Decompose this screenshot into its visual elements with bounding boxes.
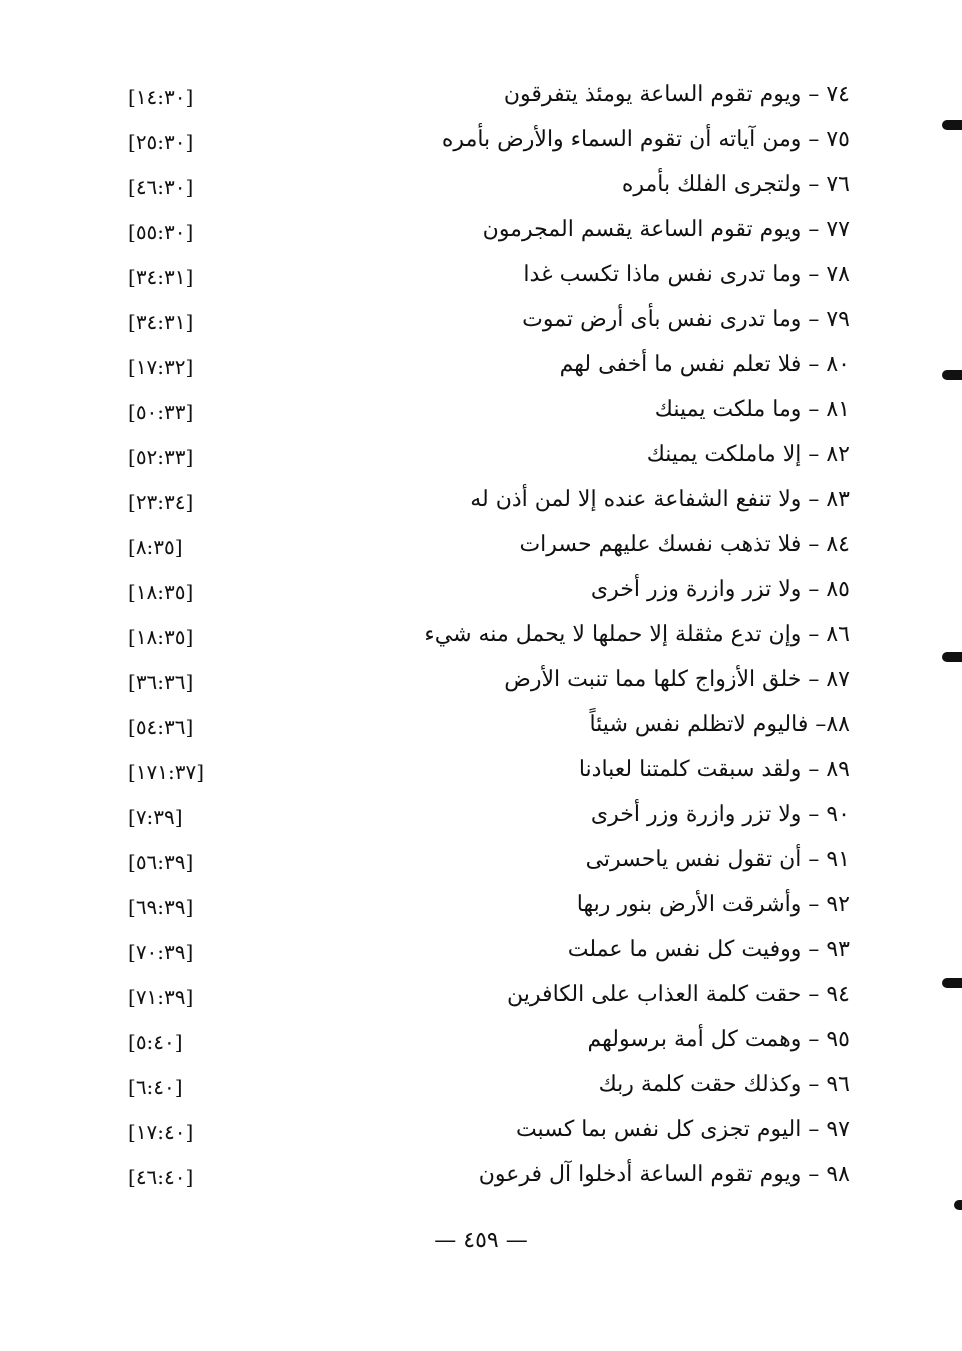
verse-text: ٩٦ – وكذلك حقت كلمة ربك [598,1072,850,1097]
verse-entry [0,119,962,164]
verse-text: ٩٤ – حقت كلمة العذاب على الكافرين [507,982,850,1007]
verse-text: ٧٧ – ويوم تقوم الساعة يقسم المجرمون [482,217,850,242]
verse-reference: [٥٢:٣٣] [128,445,194,469]
verse-reference: [٢٥:٣٠] [128,130,194,154]
verse-reference: [٦:٤٠] [128,1075,183,1099]
verse-text: ٨٠ – فلا تعلم نفس ما أخفى لهم [559,352,850,377]
verse-entry [0,524,962,569]
verse-text: ٩١ – أن تقول نفس ياحسرتى [585,847,850,872]
verse-entry [0,1064,962,1109]
verse-reference: [٨:٣٥] [128,535,183,559]
verse-reference: [٣٤:٣١] [128,310,194,334]
verse-reference: [٥٥:٣٠] [128,220,194,244]
verse-entry [0,974,962,1019]
verse-entry [0,884,962,929]
verse-reference: [١٨:٣٥] [128,580,194,604]
verse-text: ٨٥ – ولا تزر وازرة وزر أخرى [590,577,850,602]
verse-text: ٨٤ – فلا تذهب نفسك عليهم حسرات [519,532,850,557]
verse-reference: [٧١:٣٩] [128,985,194,1009]
verse-entry [0,929,962,974]
verse-reference: [٥:٤٠] [128,1030,183,1054]
verse-text: ٨٦ – وإن تدع مثقلة إلا حملها لا يحمل منه شيء [424,622,850,647]
verse-entry [0,749,962,794]
binding-mark [942,978,962,988]
verse-text: ٧٥ – ومن آياته أن تقوم السماء والأرض بأمره [441,127,850,152]
verse-reference: [١٧١:٣٧] [128,760,205,784]
verse-reference: [٣٤:٣١] [128,265,194,289]
verse-text: ٧٦ – ولتجرى الفلك بأمره [621,172,850,197]
page-number: — ٤٥٩ — [434,1228,528,1253]
verse-reference: [١٨:٣٥] [128,625,194,649]
verse-entry [0,389,962,434]
verse-entry [0,704,962,749]
verse-entry [0,209,962,254]
verse-reference: [٤٦:٣٠] [128,175,194,199]
verse-reference: [٥٤:٣٦] [128,715,194,739]
verse-reference: [٦٩:٣٩] [128,895,194,919]
verse-text: ٩٠ – ولا تزر وازرة وزر أخرى [590,802,850,827]
verse-reference: [١٧:٣٢] [128,355,194,379]
verse-entry [0,794,962,839]
binding-mark [942,120,962,130]
verse-text: ٨١ – وما ملكت يمينك [654,397,850,422]
verse-entry [0,839,962,884]
verse-reference: [٧٠:٣٩] [128,940,194,964]
verse-reference: [٢٣:٣٤] [128,490,194,514]
verse-text: ٨٧ – خلق الأزواج كلها مما تنبت الأرض [504,667,850,692]
binding-mark [942,370,962,380]
verse-text: ٧٨ – وما تدرى نفس ماذا تكسب غدا [523,262,850,287]
verse-entry [0,434,962,479]
verse-text: ٧٩ – وما تدرى نفس بأى أرض تموت [522,307,850,332]
verse-entry [0,164,962,209]
verse-text: ٧٤ – ويوم تقوم الساعة يومئذ يتفرقون [503,82,850,107]
verse-entry [0,1019,962,1064]
verse-entry [0,1154,962,1199]
verse-entry [0,254,962,299]
verse-entry [0,659,962,704]
verse-text: ٨٣ – ولا تنفع الشفاعة عنده إلا لمن أذن له [470,487,850,512]
verse-entry [0,569,962,614]
verse-entry [0,344,962,389]
verse-reference: [٥٦:٣٩] [128,850,194,874]
verse-text: ٨٨– فاليوم لاتظلم نفس شيئاً [589,712,850,737]
verse-text: ٩٢ – وأشرقت الأرض بنور ربها [576,892,850,917]
verse-list [0,74,962,1199]
verse-text: ٩٣ – ووفيت كل نفس ما عملت [567,937,850,962]
verse-text: ٩٨ – ويوم تقوم الساعة أدخلوا آل فرعون [478,1162,850,1187]
verse-entry [0,479,962,524]
verse-entry [0,74,962,119]
verse-text: ٩٥ – وهمت كل أمة برسولهم [587,1027,850,1052]
verse-reference: [٥٠:٣٣] [128,400,194,424]
verse-text: ٨٩ – ولقد سبقت كلمتنا لعبادنا [578,757,850,782]
verse-entry [0,1109,962,1154]
verse-text: ٩٧ – اليوم تجزى كل نفس بما كسبت [515,1117,850,1142]
verse-text: ٨٢ – إلا ماملكت يمينك [646,442,850,467]
binding-mark [942,652,962,662]
verse-entry [0,299,962,344]
verse-reference: [١٤:٣٠] [128,85,194,109]
verse-reference: [٤٦:٤٠] [128,1165,194,1189]
verse-entry [0,614,962,659]
verse-reference: [٣٦:٣٦] [128,670,194,694]
binding-mark [954,1200,962,1210]
verse-reference: [١٧:٤٠] [128,1120,194,1144]
verse-reference: [٧:٣٩] [128,805,183,829]
